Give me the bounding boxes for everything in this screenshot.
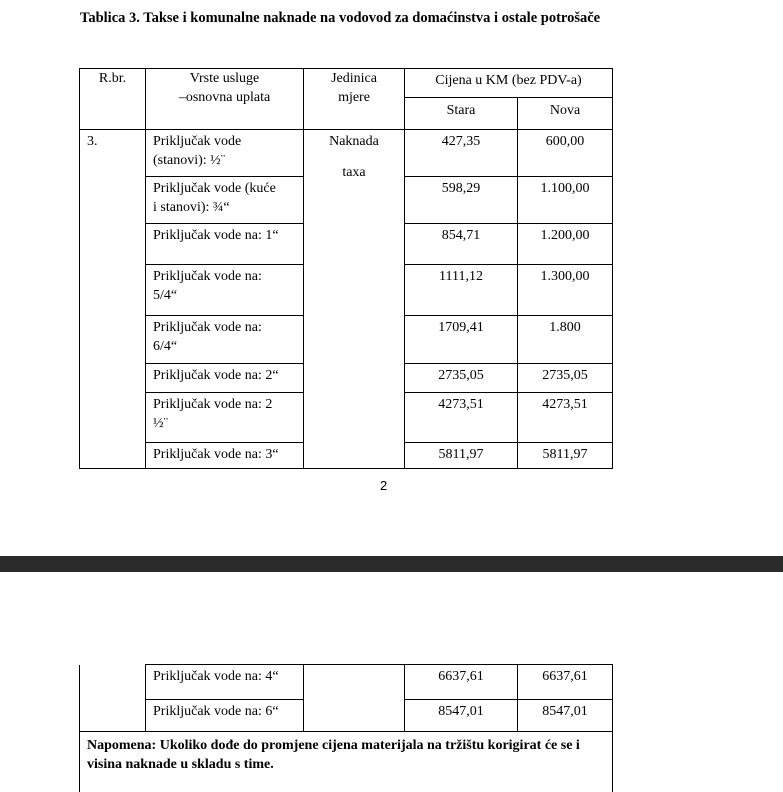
row-number-cont <box>80 665 146 732</box>
fees-table-continued <box>79 664 613 792</box>
header-old: Stara <box>405 98 518 130</box>
header-rbr: R.br. <box>80 69 146 130</box>
row-new-price: 600,00 <box>518 130 613 177</box>
row-old-price: 5811,97 <box>405 443 518 469</box>
row-old-price: 854,71 <box>405 224 518 265</box>
table-note: Napomena: Ukoliko dođe do promjene cijena materijala na tržištu korigirat će se i visina naknade u skladu s time. <box>80 732 613 792</box>
row-old-price: 2735,05 <box>405 364 518 393</box>
header-unit: Jedinica mjere <box>304 69 405 130</box>
header-service: Vrste usluge –osnovna uplata <box>146 69 304 130</box>
row-service: Priključak vode na: 2“ <box>146 364 304 393</box>
row-unit-cont <box>304 665 405 732</box>
row-service: Priključak vode na: 5/4“ <box>146 265 304 316</box>
row-new-price: 1.300,00 <box>518 265 613 316</box>
page-break-divider <box>0 556 783 572</box>
row-service: Priključak vode (stanovi): ½¨ <box>146 130 304 177</box>
row-old-price: 1709,41 <box>405 316 518 364</box>
header-new: Nova <box>518 98 613 130</box>
table-title: Tablica 3. Takse i komunalne naknade na vodovod za domaćinstva i ostale potrošače <box>80 10 601 26</box>
row-new-price: 4273,51 <box>518 393 613 443</box>
row-new-price: 6637,61 <box>518 665 613 700</box>
row-new-price: 2735,05 <box>518 364 613 393</box>
row-service: Priključak vode (kuće i stanovi): ¾“ <box>146 177 304 224</box>
row-service: Priključak vode na: 6/4“ <box>146 316 304 364</box>
row-old-price: 6637,61 <box>405 665 518 700</box>
row-unit: Naknada taxa <box>304 130 405 469</box>
row-service: Priključak vode na: 2 ½¨ <box>146 393 304 443</box>
row-new-price: 1.800 <box>518 316 613 364</box>
row-old-price: 427,35 <box>405 130 518 177</box>
row-old-price: 598,29 <box>405 177 518 224</box>
row-service: Priključak vode na: 1“ <box>146 224 304 265</box>
row-old-price: 8547,01 <box>405 700 518 732</box>
row-service: Priključak vode na: 6“ <box>146 700 304 732</box>
row-service: Priključak vode na: 4“ <box>146 665 304 700</box>
row-number: 3. <box>80 130 146 469</box>
header-price: Cijena u KM (bez PDV-a) <box>405 69 613 98</box>
row-new-price: 1.100,00 <box>518 177 613 224</box>
page-number: 2 <box>380 478 388 493</box>
row-new-price: 1.200,00 <box>518 224 613 265</box>
row-new-price: 8547,01 <box>518 700 613 732</box>
row-service: Priključak vode na: 3“ <box>146 443 304 469</box>
row-old-price: 4273,51 <box>405 393 518 443</box>
fees-table <box>79 68 613 469</box>
row-new-price: 5811,97 <box>518 443 613 469</box>
row-old-price: 1111,12 <box>405 265 518 316</box>
